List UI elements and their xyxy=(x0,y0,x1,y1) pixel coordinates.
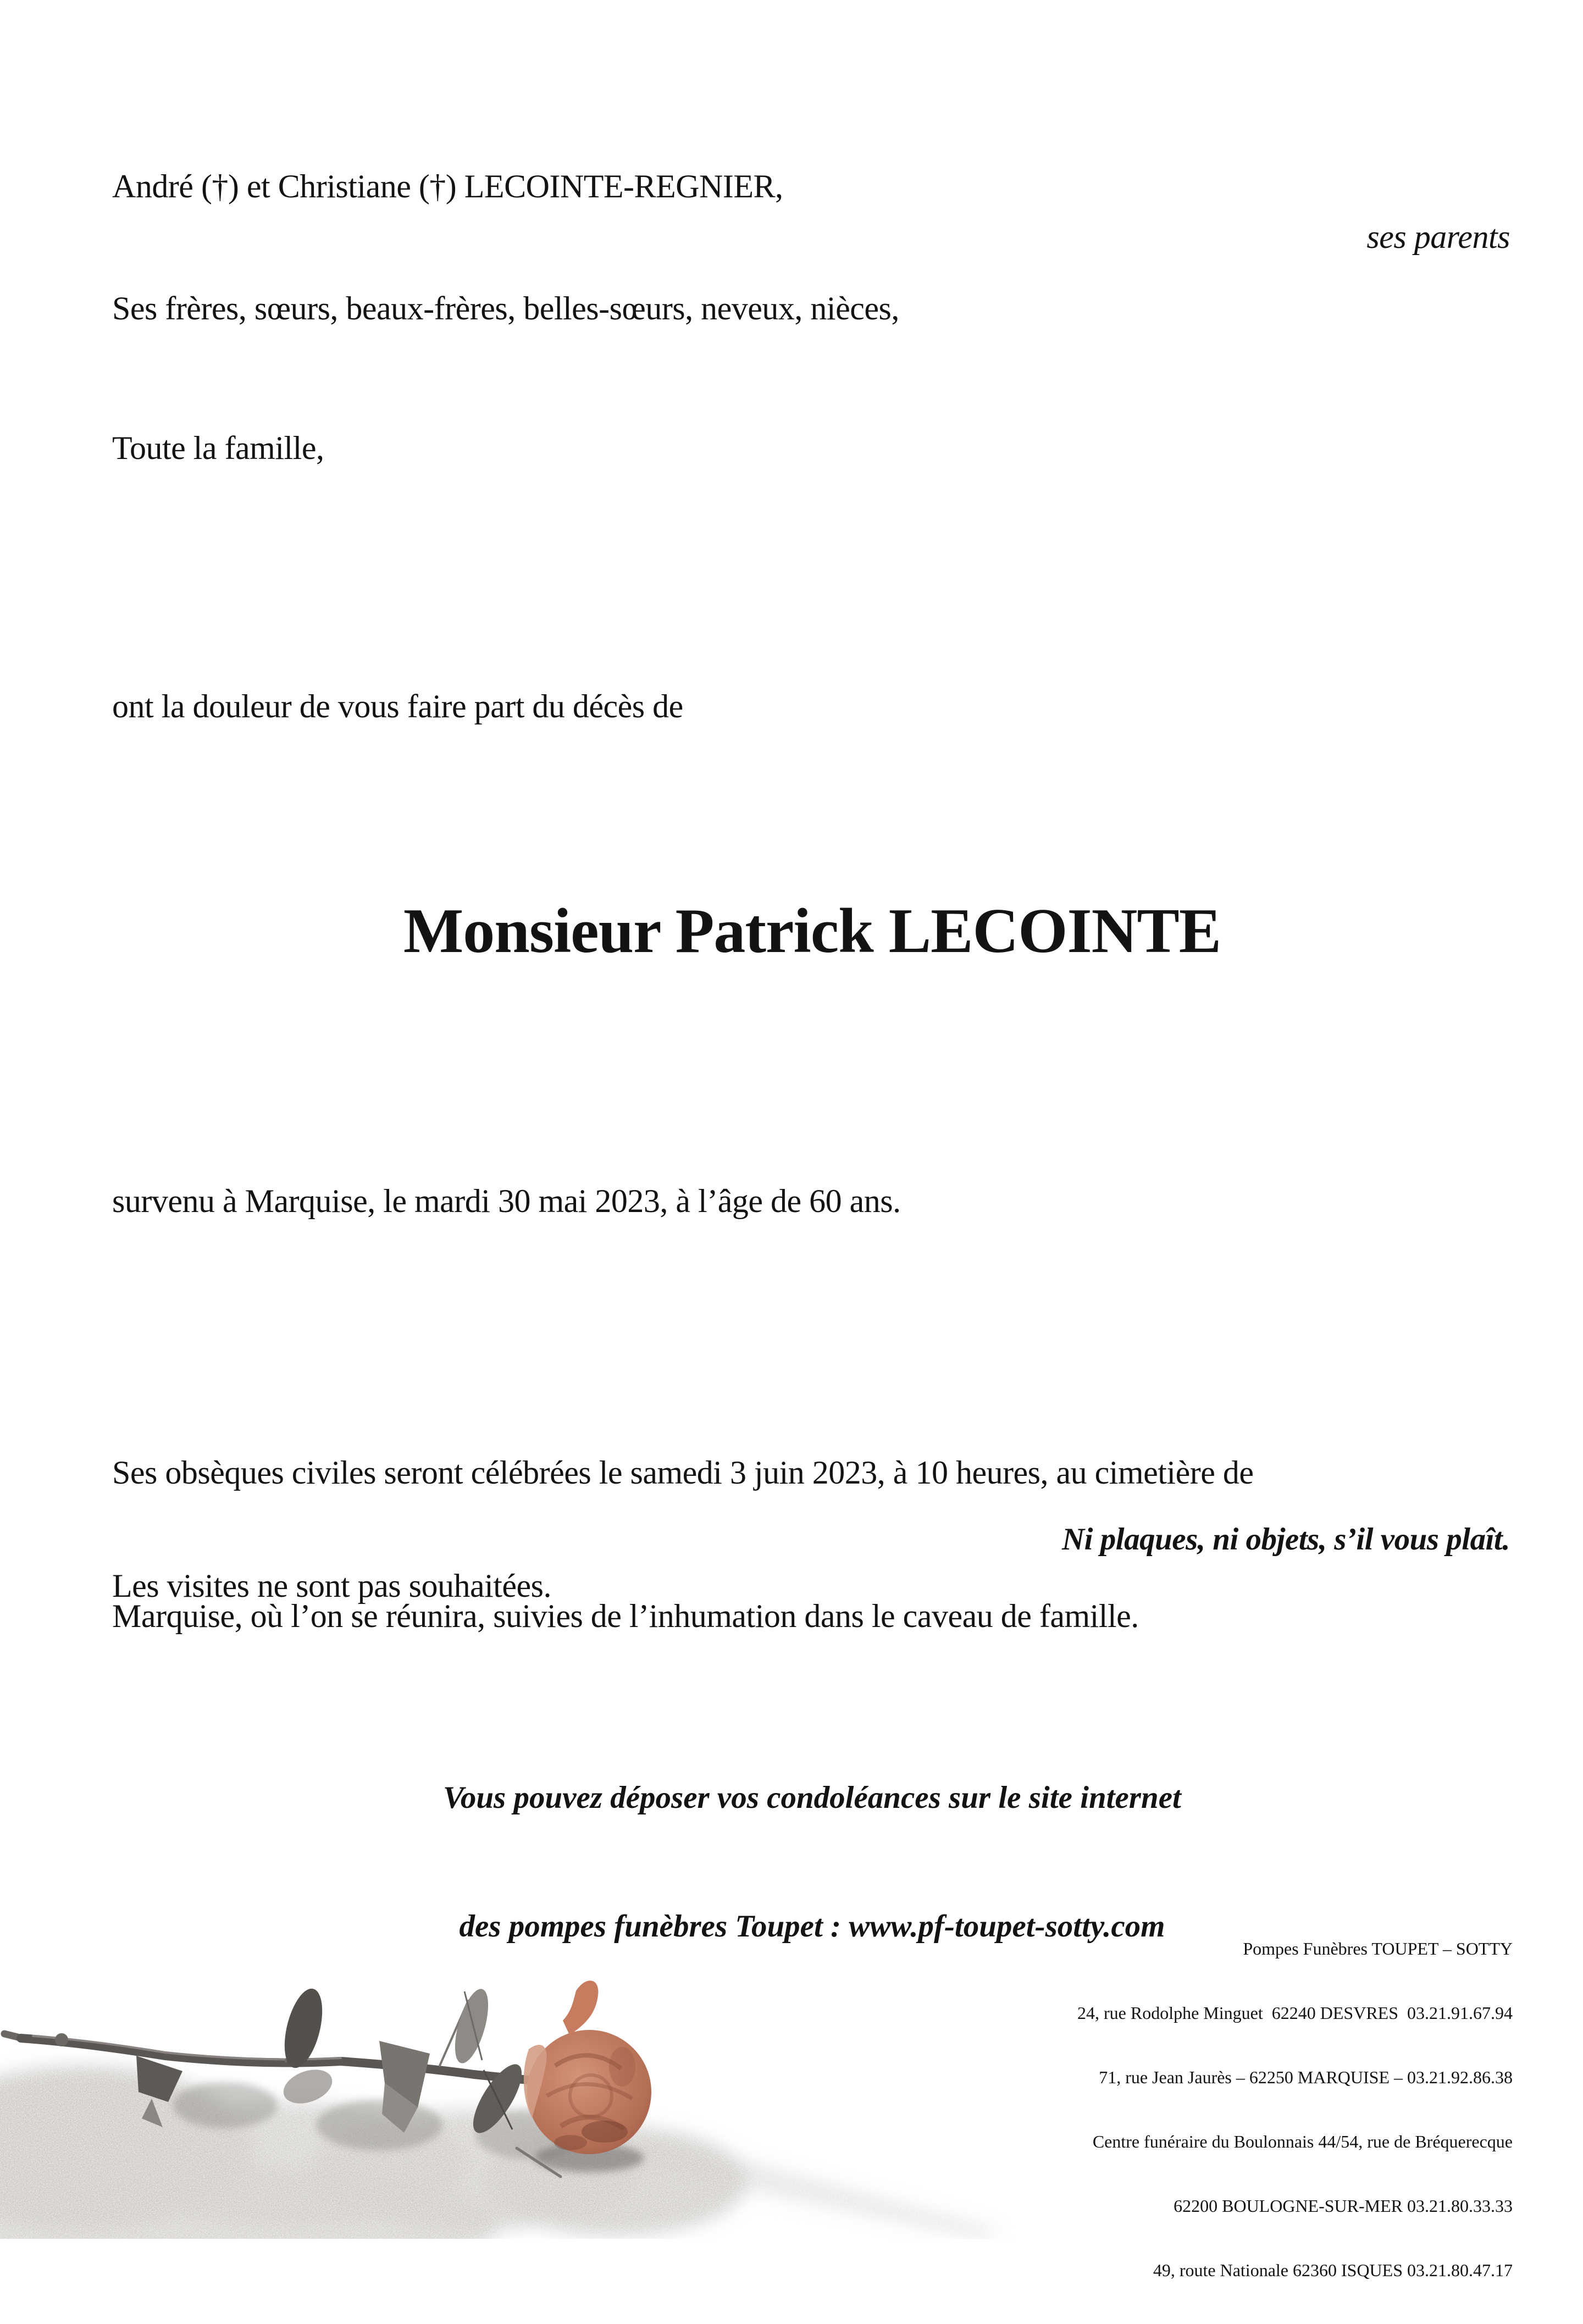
ceremony-line-2: Marquise, où l’on se réunira, suivies de l’inhumation dans le caveau de famille. xyxy=(112,1598,1139,1634)
funeral-home-address-3: Centre funéraire du Boulonnais 44/54, rue de Bréquerecque xyxy=(1092,2132,1513,2151)
request-line: Ni plaques, ni objets, s’il vous plaît. xyxy=(1062,1522,1510,1557)
rose-photo-image xyxy=(0,1967,1017,2239)
intro-line: ont la douleur de vous faire part du décès de xyxy=(112,688,683,724)
whole-family-line: Toute la famille, xyxy=(112,430,324,466)
condolences-line-2: des pompes funèbres Toupet : www.pf-toupet-sotty.com xyxy=(459,1909,1165,1944)
rose-photo xyxy=(0,1967,1017,2239)
deceased-name: Monsieur Patrick LECOINTE xyxy=(403,896,1221,966)
visits-line: Les visites ne sont pas souhaitées. xyxy=(112,1568,552,1604)
death-line: survenu à Marquise, le mardi 30 mai 2023, à l’âge de 60 ans. xyxy=(112,1183,901,1219)
condolences-line-1: Vous pouvez déposer vos condoléances sur le site internet xyxy=(443,1780,1181,1815)
funeral-home-block xyxy=(1077,1895,1513,2324)
parents-line: André (†) et Christiane (†) LECOINTE-REGNIER, xyxy=(112,168,783,204)
family-line: Ses frères, sœurs, beaux-frères, belles-sœurs, neveux, nièces, xyxy=(112,290,899,327)
ceremony-line-1: Ses obsèques civiles seront célébrées le samedi 3 juin 2023, à 10 heures, au cimetière de xyxy=(112,1454,1254,1491)
funeral-home-address-5: 49, route Nationale 62360 ISQUES 03.21.80.47.17 xyxy=(1153,2260,1513,2280)
funeral-home-address-4: 62200 BOULOGNE-SUR-MER 03.21.80.33.33 xyxy=(1174,2196,1513,2216)
funeral-home-address-2: 71, rue Jean Jaurès – 62250 MARQUISE – 03.21.92.86.38 xyxy=(1099,2067,1513,2087)
parents-caption: ses parents xyxy=(1366,219,1510,255)
funeral-home-address-1: 24, rue Rodolphe Minguet 62240 DESVRES 03.21.91.67.94 xyxy=(1077,2003,1513,2023)
funeral-home-name: Pompes Funèbres TOUPET – SOTTY xyxy=(1243,1939,1513,1958)
